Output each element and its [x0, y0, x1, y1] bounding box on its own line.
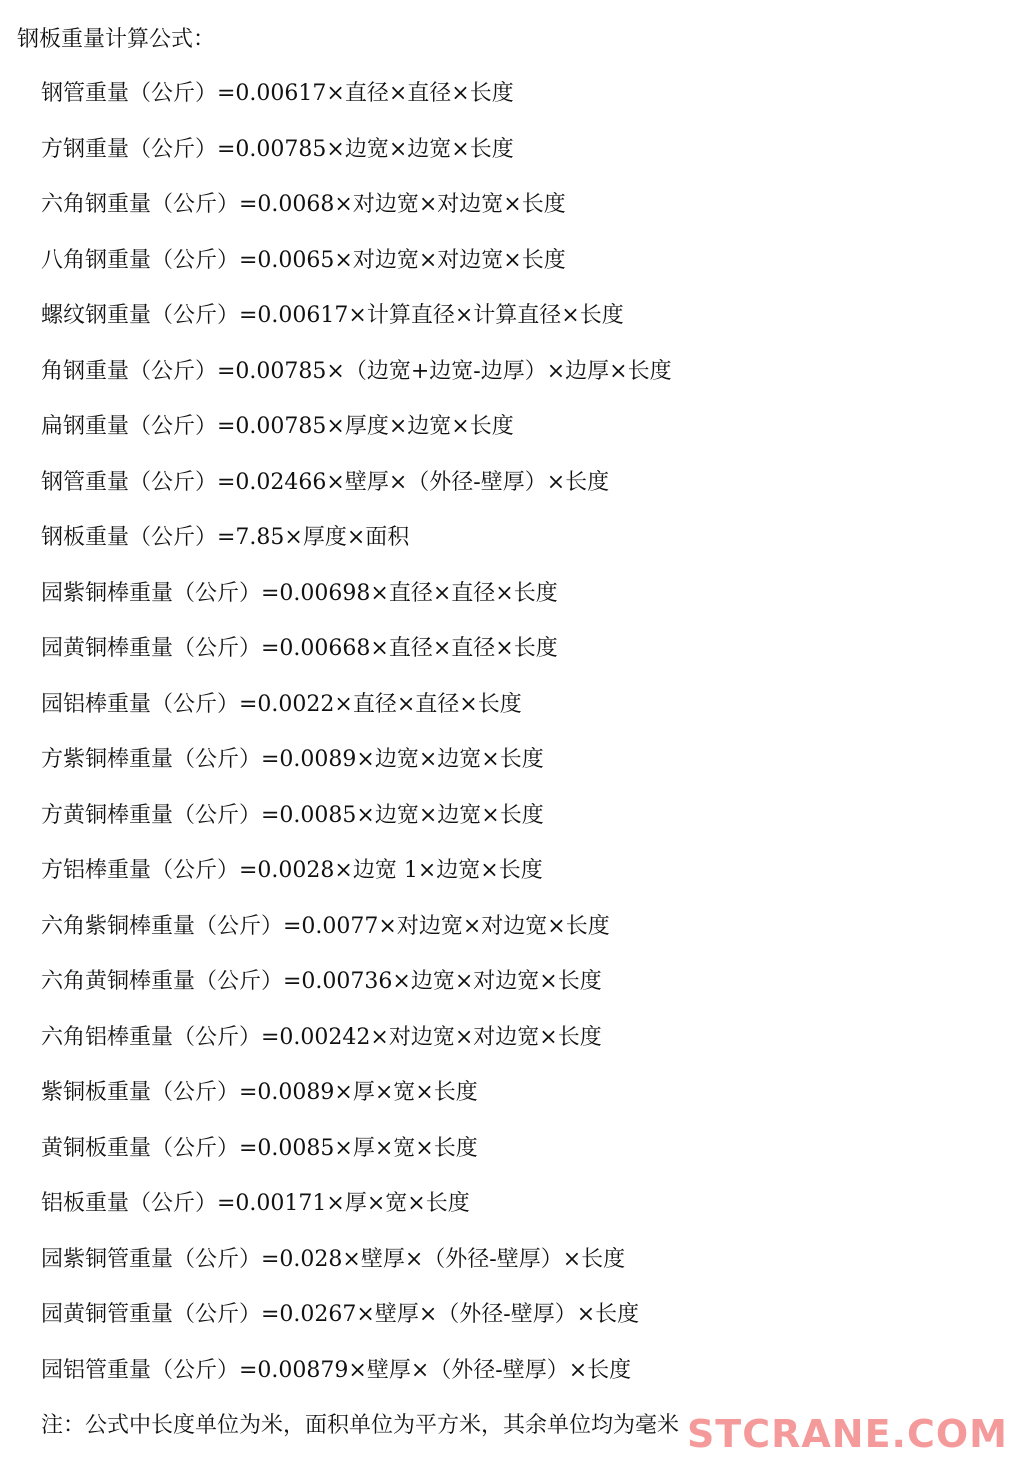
formula-line-4: 八角钢重量（公斤）=0.0065×对边宽×对边宽×长度: [41, 247, 566, 273]
formula-line-15: 方铝棒重量（公斤）=0.0028×边宽 1×边宽×长度: [41, 858, 543, 883]
formula-line-6: 角钢重量（公斤）=0.00785×（边宽+边宽-边厚）×边厚×长度: [41, 358, 672, 384]
formula-line-9: 钢板重量（公斤）=7.85×厚度×面积: [41, 525, 410, 550]
formula-line-16: 六角紫铜棒重量（公斤）=0.0077×对边宽×对边宽×长度: [41, 913, 610, 939]
formula-line-12: 园铝棒重量（公斤）=0.0022×直径×直径×长度: [41, 691, 522, 717]
formula-line-1: 钢管重量（公斤）=0.00617×直径×直径×长度: [41, 81, 514, 106]
formula-line-23: 园黄铜管重量（公斤）=0.0267×壁厚×（外径-壁厚）×长度: [41, 1302, 640, 1327]
formula-line-7: 扁钢重量（公斤）=0.00785×厚度×边宽×长度: [41, 414, 514, 439]
site-watermark: STCRANE.COM: [686, 1412, 1008, 1456]
unit-note: 注：公式中长度单位为米，面积单位为平方米，其余单位均为毫米: [41, 1413, 680, 1438]
formula-line-21: 铝板重量（公斤）=0.00171×厚×宽×长度: [41, 1191, 470, 1216]
document-heading: 钢板重量计算公式：: [17, 27, 216, 52]
formula-line-3: 六角钢重量（公斤）=0.0068×对边宽×对边宽×长度: [41, 192, 566, 217]
formula-line-19: 紫铜板重量（公斤）=0.0089×厚×宽×长度: [41, 1080, 478, 1105]
formula-line-14: 方黄铜棒重量（公斤）=0.0085×边宽×边宽×长度: [41, 802, 544, 828]
formula-line-2: 方钢重量（公斤）=0.00785×边宽×边宽×长度: [41, 136, 514, 162]
formula-line-5: 螺纹钢重量（公斤）=0.00617×计算直径×计算直径×长度: [41, 303, 624, 328]
formula-line-8: 钢管重量（公斤）=0.02466×壁厚×（外径-壁厚）×长度: [41, 469, 610, 495]
formula-list: [41, 78, 672, 1410]
formula-line-20: 黄铜板重量（公斤）=0.0085×厚×宽×长度: [41, 1135, 478, 1161]
formula-line-11: 园黄铜棒重量（公斤）=0.00668×直径×直径×长度: [41, 636, 558, 661]
formula-line-17: 六角黄铜棒重量（公斤）=0.00736×边宽×对边宽×长度: [41, 969, 602, 994]
formula-line-18: 六角铝棒重量（公斤）=0.00242×对边宽×对边宽×长度: [41, 1024, 602, 1050]
formula-line-24: 园铝管重量（公斤）=0.00879×壁厚×（外径-壁厚）×长度: [41, 1357, 632, 1383]
formula-line-10: 园紫铜棒重量（公斤）=0.00698×直径×直径×长度: [41, 580, 558, 606]
formula-line-22: 园紫铜管重量（公斤）=0.028×壁厚×（外径-壁厚）×长度: [41, 1246, 626, 1272]
formula-line-13: 方紫铜棒重量（公斤）=0.0089×边宽×边宽×长度: [41, 747, 544, 772]
